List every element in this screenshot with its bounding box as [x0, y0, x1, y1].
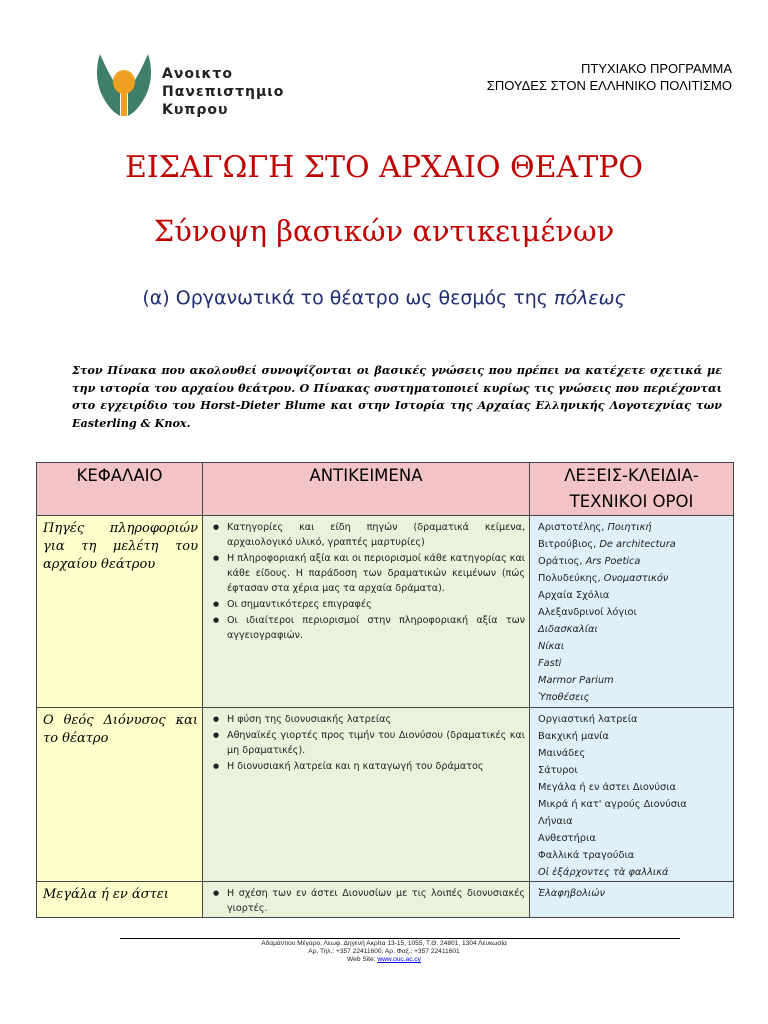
keyword-text: Οράτιος,: [538, 556, 586, 567]
program-line-2: ΣΠΟΥΔΕΣ ΣΤΟΝ ΕΛΛΗΝΙΚΟ ΠΟΛΙΤΙΣΜΟ: [486, 78, 732, 93]
header-chapter: ΚΕΦΑΛΑΙΟ: [37, 463, 203, 516]
keyword-italic: Ars Poetica: [585, 556, 641, 567]
intro-paragraph: Στον Πίνακα που ακολουθεί συνοψίζονται οι βασικές γνώσεις που πρέπει να κατέχετε σχετικά με την ιστορία του αρχαίου θεάτρου. Ο Πίνακας συστηματοποιεί κυρίως τις γνώσεις που περιέχονται στο εγχειρίδιο του Horst-Dieter Blume και στην Ιστορία της Αρχαίας Ελληνικής Λογοτεχνίας των Easterling & Knox.: [72, 363, 722, 430]
footer: [0, 940, 768, 964]
chapter-cell: [37, 708, 203, 882]
footer-web-label: Web Site:: [347, 956, 378, 963]
keyword-text: Αρχαία Σχόλια: [538, 590, 610, 601]
keyword-item: [538, 885, 729, 902]
footer-divider: [120, 938, 680, 939]
keywords-list: [530, 882, 733, 902]
keyword-italic: Ὑποθέσεις: [538, 692, 590, 703]
keyword-text: Λήναια: [538, 816, 573, 827]
topics-cell: [203, 882, 530, 918]
topic-item: ● Αθηναϊκές γιορτές προς τιμήν του Διονύσου (δραματικές και μη δραματικές).: [219, 728, 525, 758]
footer-address: Αδαμάντιου Μέγαρο, Λεωφ. Δηγενή Ακρίτα 13-15, 1055, Τ.Θ. 24801, 1304 Λευκωσία: [261, 940, 507, 947]
logo-emblem-icon: [92, 50, 156, 120]
topic-item: ● Η σχέση των εν άστει Διονυσίων με τις λοιπές διονυσιακές γιορτές.: [219, 886, 525, 916]
keyword-item: [538, 638, 729, 655]
keyword-item: [538, 621, 729, 638]
summary-table: [36, 462, 734, 918]
chapter-cell: [37, 882, 203, 918]
keyword-text: Οργιαστική λατρεία: [538, 714, 638, 725]
table-row: [37, 882, 734, 918]
header-topics: ΑΝΤΙΚΕΙΜΕΝΑ: [203, 463, 530, 516]
table-header-row: [37, 463, 734, 516]
keyword-text: Σάτυροι: [538, 765, 578, 776]
footer-phone: Αρ. Τηλ.: +357 22411600, Αρ. Φαξ.: +357 22411601: [308, 948, 460, 955]
keyword-italic: Ἐλαφηβολιών: [538, 888, 605, 899]
keyword-item: [538, 519, 729, 536]
keyword-item: [538, 604, 729, 621]
topics-list: [203, 882, 529, 916]
keyword-text: Ανθεστήρια: [538, 833, 596, 844]
section-heading: [0, 287, 768, 309]
keyword-item: [538, 745, 729, 762]
keyword-item: [538, 570, 729, 587]
keyword-italic: Fasti: [538, 658, 562, 669]
keyword-text: Μεγάλα ή εν άστει Διονύσια: [538, 782, 677, 793]
keyword-italic: Ποιητική: [607, 522, 652, 533]
keywords-list: [530, 708, 733, 881]
footer-web: [0, 956, 768, 964]
keywords-list: [530, 516, 733, 706]
keyword-italic: De architectura: [599, 539, 676, 550]
keyword-item: [538, 864, 729, 881]
keyword-text: Πολυδεύκης,: [538, 573, 604, 584]
keyword-text: Μικρά ή κατ' αγρούς Διονύσια: [538, 799, 687, 810]
keyword-item: [538, 553, 729, 570]
keyword-item: [538, 847, 729, 864]
section-heading-text: (α) Οργανωτικά το θέατρο ως θεσμός της: [142, 287, 554, 309]
table-row: [37, 516, 734, 708]
header-keywords: ΛΕΞΕΙΣ-ΚΛΕΙΔΙΑ-ΤΕΧΝΙΚΟΙ ΟΡΟΙ: [530, 463, 734, 516]
topic-item: ● Οι ιδιαίτεροι περιορισμοί στην πληροφοριακή αξία των αγγειογραφιών.: [219, 613, 525, 643]
topic-item: ● Κατηγορίες και είδη πηγών (δραματικά κείμενα, αρχαιολογικό υλικό, γραπτές μαρτυρίες): [219, 520, 525, 550]
page-title: ΕΙΣΑΓΩΓΗ ΣΤΟ ΑΡΧΑΙΟ ΘΕΑΤΡΟ: [125, 150, 643, 185]
keyword-text: Αριστοτέλης,: [538, 522, 608, 533]
keywords-cell: [530, 882, 734, 918]
table-row: [37, 708, 734, 882]
chapter-title: Μεγάλα ή εν άστει: [43, 887, 169, 902]
chapter-cell: [37, 516, 203, 708]
chapter-title: Πηγές πληροφοριών για τη μελέτη του αρχαίου θεάτρου: [43, 521, 198, 572]
logo-wordmark: [162, 65, 284, 119]
logo-line-1: Ανοικτο: [162, 66, 233, 82]
keyword-text: Βακχική μανία: [538, 731, 609, 742]
logo-line-3: Κυπρου: [162, 102, 229, 118]
topics-cell: [203, 516, 530, 708]
keyword-text: Φαλλικά τραγούδια: [538, 850, 635, 861]
keyword-italic: Διδασκαλίαι: [538, 624, 598, 635]
keyword-item: [538, 536, 729, 553]
keyword-item: [538, 587, 729, 604]
topics-list: [203, 516, 529, 643]
keyword-item: [538, 711, 729, 728]
topics-list: [203, 708, 529, 774]
keyword-italic: Οἱ ἐξάρχοντες τὰ φαλλικά: [538, 867, 669, 878]
keyword-italic: Marmor Parium: [538, 675, 614, 686]
keyword-item: [538, 689, 729, 706]
topic-item: ● Η διονυσιακή λατρεία και η καταγωγή του δράματος: [219, 759, 525, 774]
topics-cell: [203, 708, 530, 882]
keyword-item: [538, 813, 729, 830]
topic-item: ● Η πληροφοριακή αξία και οι περιορισμοί κάθε κατηγορίας και κάθε είδους. Η παράδοση των δραματικών κειμένων (πώς έφτασαν στα χέρια μας τα αρχαία δράματα).: [219, 551, 525, 596]
keyword-text: Μαινάδες: [538, 748, 586, 759]
keyword-item: [538, 672, 729, 689]
logo-line-2: Πανεπιστημιο: [162, 84, 285, 100]
website-link[interactable]: www.ouc.ac.cy: [377, 956, 421, 963]
section-heading-italic: πόλεως: [554, 287, 626, 309]
keywords-cell: [530, 708, 734, 882]
keywords-cell: [530, 516, 734, 708]
keyword-italic: Ονομαστικόν: [603, 573, 669, 584]
topic-item: ● Η φύση της διονυσιακής λατρείας: [219, 712, 525, 727]
keyword-item: [538, 796, 729, 813]
keyword-item: [538, 655, 729, 672]
chapter-title: Ο θεός Διόνυσος και το θέατρο: [43, 713, 198, 746]
keyword-item: [538, 762, 729, 779]
page-subtitle: Σύνοψη βασικών αντικειμένων: [153, 214, 615, 248]
keyword-item: [538, 830, 729, 847]
keyword-text: Αλεξανδρινοί λόγιοι: [538, 607, 637, 618]
keyword-item: [538, 779, 729, 796]
program-heading: [487, 60, 732, 94]
topic-item: ● Οι σημαντικότερες επιγραφές: [219, 597, 525, 612]
program-line-1: ΠΤΥΧΙΑΚΟ ΠΡΟΓΡΑΜΜΑ: [581, 61, 732, 76]
keyword-text: Βιτρούβιος,: [538, 539, 600, 550]
keyword-item: [538, 728, 729, 745]
keyword-italic: Νίκαι: [538, 641, 565, 652]
university-logo: [92, 50, 307, 120]
